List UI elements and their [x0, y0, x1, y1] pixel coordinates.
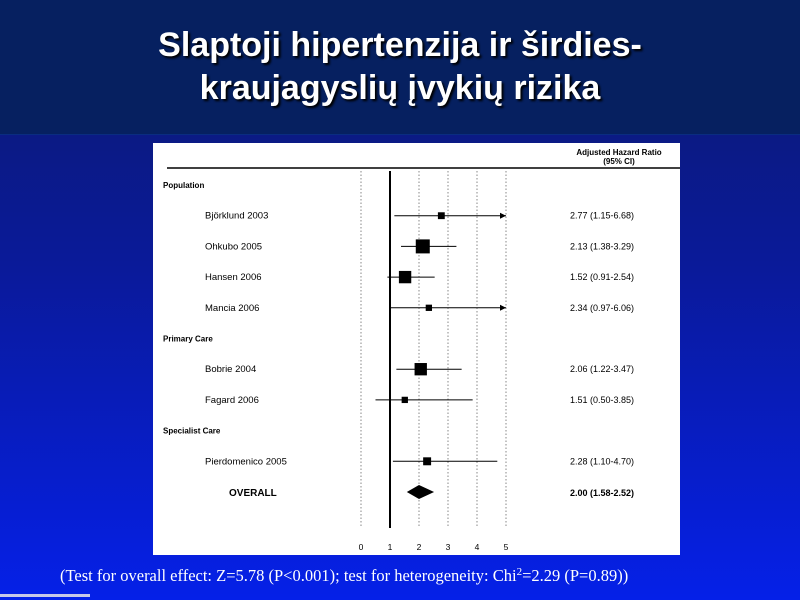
- hr-marker-3: [399, 271, 411, 283]
- hr-marker-2: [416, 239, 430, 253]
- group-label-8: Specialist Care: [163, 426, 221, 436]
- study-ci-text-1: 2.77 (1.15-6.68): [569, 210, 635, 221]
- footnote-superscript: 2: [516, 566, 523, 578]
- x-tick-label-3: 3: [445, 542, 451, 552]
- group-label-0: Population: [163, 181, 205, 190]
- hr-marker-1: [438, 212, 445, 219]
- study-ci-text-6: 2.06 (1.22-3.47): [569, 364, 635, 375]
- hr-marker-4: [426, 305, 432, 311]
- x-tick-label-5: 5: [503, 542, 509, 552]
- column-header-line-1: Adjusted Hazard Ratio: [576, 148, 662, 157]
- study-ci-text-4: 2.34 (0.97-6.06): [569, 302, 635, 313]
- study-ci-text-3: 1.52 (0.91-2.54): [569, 272, 635, 283]
- footer-line: [0, 594, 90, 597]
- study-ci-text-2: 2.13 (1.38-3.29): [569, 241, 635, 252]
- x-tick-label-4: 4: [474, 542, 480, 552]
- footnote-text-2: =2.29 (P=0.89)): [522, 566, 629, 585]
- study-label-4: Mancia 2006: [205, 302, 260, 314]
- ci-arrow-1: [500, 213, 506, 219]
- study-label-7: Fagard 2006: [205, 394, 259, 406]
- slide-title: [40, 24, 760, 110]
- overall-diamond: [407, 485, 434, 499]
- forest-plot-svg: [153, 143, 680, 555]
- ci-arrow-4: [500, 305, 506, 311]
- hr-marker-7: [402, 397, 408, 403]
- column-header-line-2: (95% CI): [603, 157, 635, 166]
- study-label-1: Björklund 2003: [205, 210, 269, 222]
- study-label-3: Hansen 2006: [205, 272, 262, 284]
- study-ci-text-9: 2.28 (1.10-4.70): [569, 456, 635, 467]
- hr-marker-6: [415, 363, 427, 375]
- x-tick-label-1: 1: [387, 542, 393, 552]
- hr-marker-9: [423, 457, 431, 465]
- group-label-5: Primary Care: [163, 334, 213, 344]
- slide-title-line-1: Slaptoji hipertenzija ir širdies-: [158, 26, 642, 64]
- slide-title-line-2: kraujagyslių įvykių rizika: [199, 69, 601, 107]
- title-bar: [0, 0, 800, 135]
- study-label-9: Pierdomenico 2005: [205, 456, 287, 468]
- footnote: [60, 566, 800, 586]
- x-tick-label-2: 2: [416, 542, 422, 552]
- forest-plot-panel: [153, 143, 680, 555]
- study-label-2: Ohkubo 2005: [205, 241, 263, 253]
- study-label-6: Bobrie 2004: [205, 364, 257, 376]
- overall-label: OVERALL: [229, 488, 277, 499]
- overall-ci-text: 2.00 (1.58-2.52): [569, 488, 635, 498]
- footnote-text-1: (Test for overall effect: Z=5.78 (P<0.001); test for heterogeneity: Chi: [60, 566, 517, 585]
- x-tick-label-0: 0: [358, 542, 364, 552]
- study-ci-text-7: 1.51 (0.50-3.85): [569, 394, 635, 405]
